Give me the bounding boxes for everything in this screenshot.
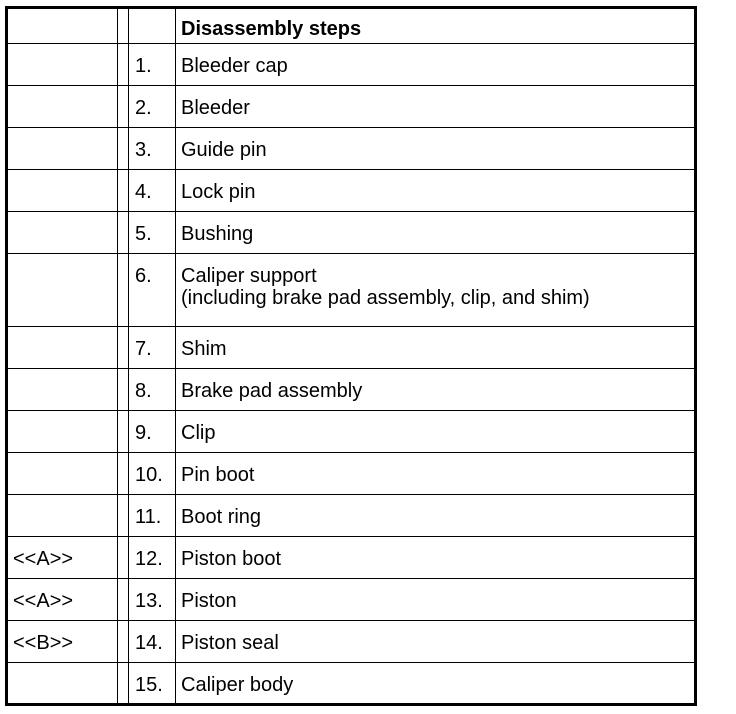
step-description: Caliper body [176, 663, 696, 705]
gap-cell [118, 170, 129, 212]
table-row [7, 254, 696, 327]
step-ref: <<A>> [7, 537, 118, 579]
step-ref [7, 369, 118, 411]
step-ref [7, 495, 118, 537]
gap-cell [118, 495, 129, 537]
gap-cell [118, 369, 129, 411]
step-number: 15. [129, 663, 176, 705]
gap-cell [118, 128, 129, 170]
step-number: 11. [129, 495, 176, 537]
step-ref [7, 327, 118, 369]
gap-cell [118, 579, 129, 621]
step-ref [7, 411, 118, 453]
step-description: Clip [176, 411, 696, 453]
step-number: 9. [129, 411, 176, 453]
table-row [7, 453, 696, 495]
step-number: 6. [129, 254, 176, 327]
step-ref [7, 86, 118, 128]
step-description: Pin boot [176, 453, 696, 495]
table-row [7, 44, 696, 86]
header-num-cell [129, 8, 176, 44]
step-number: 1. [129, 44, 176, 86]
step-description [176, 254, 696, 327]
step-description: Bleeder [176, 86, 696, 128]
step-ref [7, 254, 118, 327]
step-number: 10. [129, 453, 176, 495]
header-gap-cell [118, 8, 129, 44]
step-description-line2: (including brake pad assembly, clip, and shim) [181, 287, 590, 309]
table-row [7, 621, 696, 663]
step-description-line1: Caliper support [181, 265, 317, 287]
disassembly-steps-table [5, 6, 697, 706]
table-row [7, 663, 696, 705]
header-ref-cell [7, 8, 118, 44]
step-description: Bleeder cap [176, 44, 696, 86]
table-row [7, 327, 696, 369]
table-row [7, 128, 696, 170]
table-header-row [7, 8, 696, 44]
gap-cell [118, 254, 129, 327]
table-row [7, 495, 696, 537]
step-number: 12. [129, 537, 176, 579]
gap-cell [118, 663, 129, 705]
header-title: Disassembly steps [176, 8, 696, 44]
step-number: 4. [129, 170, 176, 212]
table-row [7, 579, 696, 621]
gap-cell [118, 212, 129, 254]
disassembly-table-container [5, 6, 697, 706]
step-number: 13. [129, 579, 176, 621]
table-row [7, 411, 696, 453]
step-description: Lock pin [176, 170, 696, 212]
step-number: 5. [129, 212, 176, 254]
step-description: Piston boot [176, 537, 696, 579]
step-description: Bushing [176, 212, 696, 254]
step-number: 14. [129, 621, 176, 663]
step-number: 8. [129, 369, 176, 411]
step-number: 3. [129, 128, 176, 170]
step-description: Brake pad assembly [176, 369, 696, 411]
step-ref: <<B>> [7, 621, 118, 663]
step-description: Piston [176, 579, 696, 621]
step-description: Shim [176, 327, 696, 369]
gap-cell [118, 44, 129, 86]
step-number: 2. [129, 86, 176, 128]
step-ref [7, 212, 118, 254]
step-number: 7. [129, 327, 176, 369]
step-ref [7, 170, 118, 212]
step-ref [7, 663, 118, 705]
table-row [7, 369, 696, 411]
gap-cell [118, 453, 129, 495]
step-description: Piston seal [176, 621, 696, 663]
step-ref [7, 44, 118, 86]
step-ref [7, 453, 118, 495]
gap-cell [118, 86, 129, 128]
step-ref: <<A>> [7, 579, 118, 621]
table-row [7, 537, 696, 579]
gap-cell [118, 327, 129, 369]
table-row [7, 170, 696, 212]
step-ref [7, 128, 118, 170]
step-description: Boot ring [176, 495, 696, 537]
gap-cell [118, 411, 129, 453]
table-row [7, 212, 696, 254]
step-description: Guide pin [176, 128, 696, 170]
gap-cell [118, 537, 129, 579]
gap-cell [118, 621, 129, 663]
table-row [7, 86, 696, 128]
